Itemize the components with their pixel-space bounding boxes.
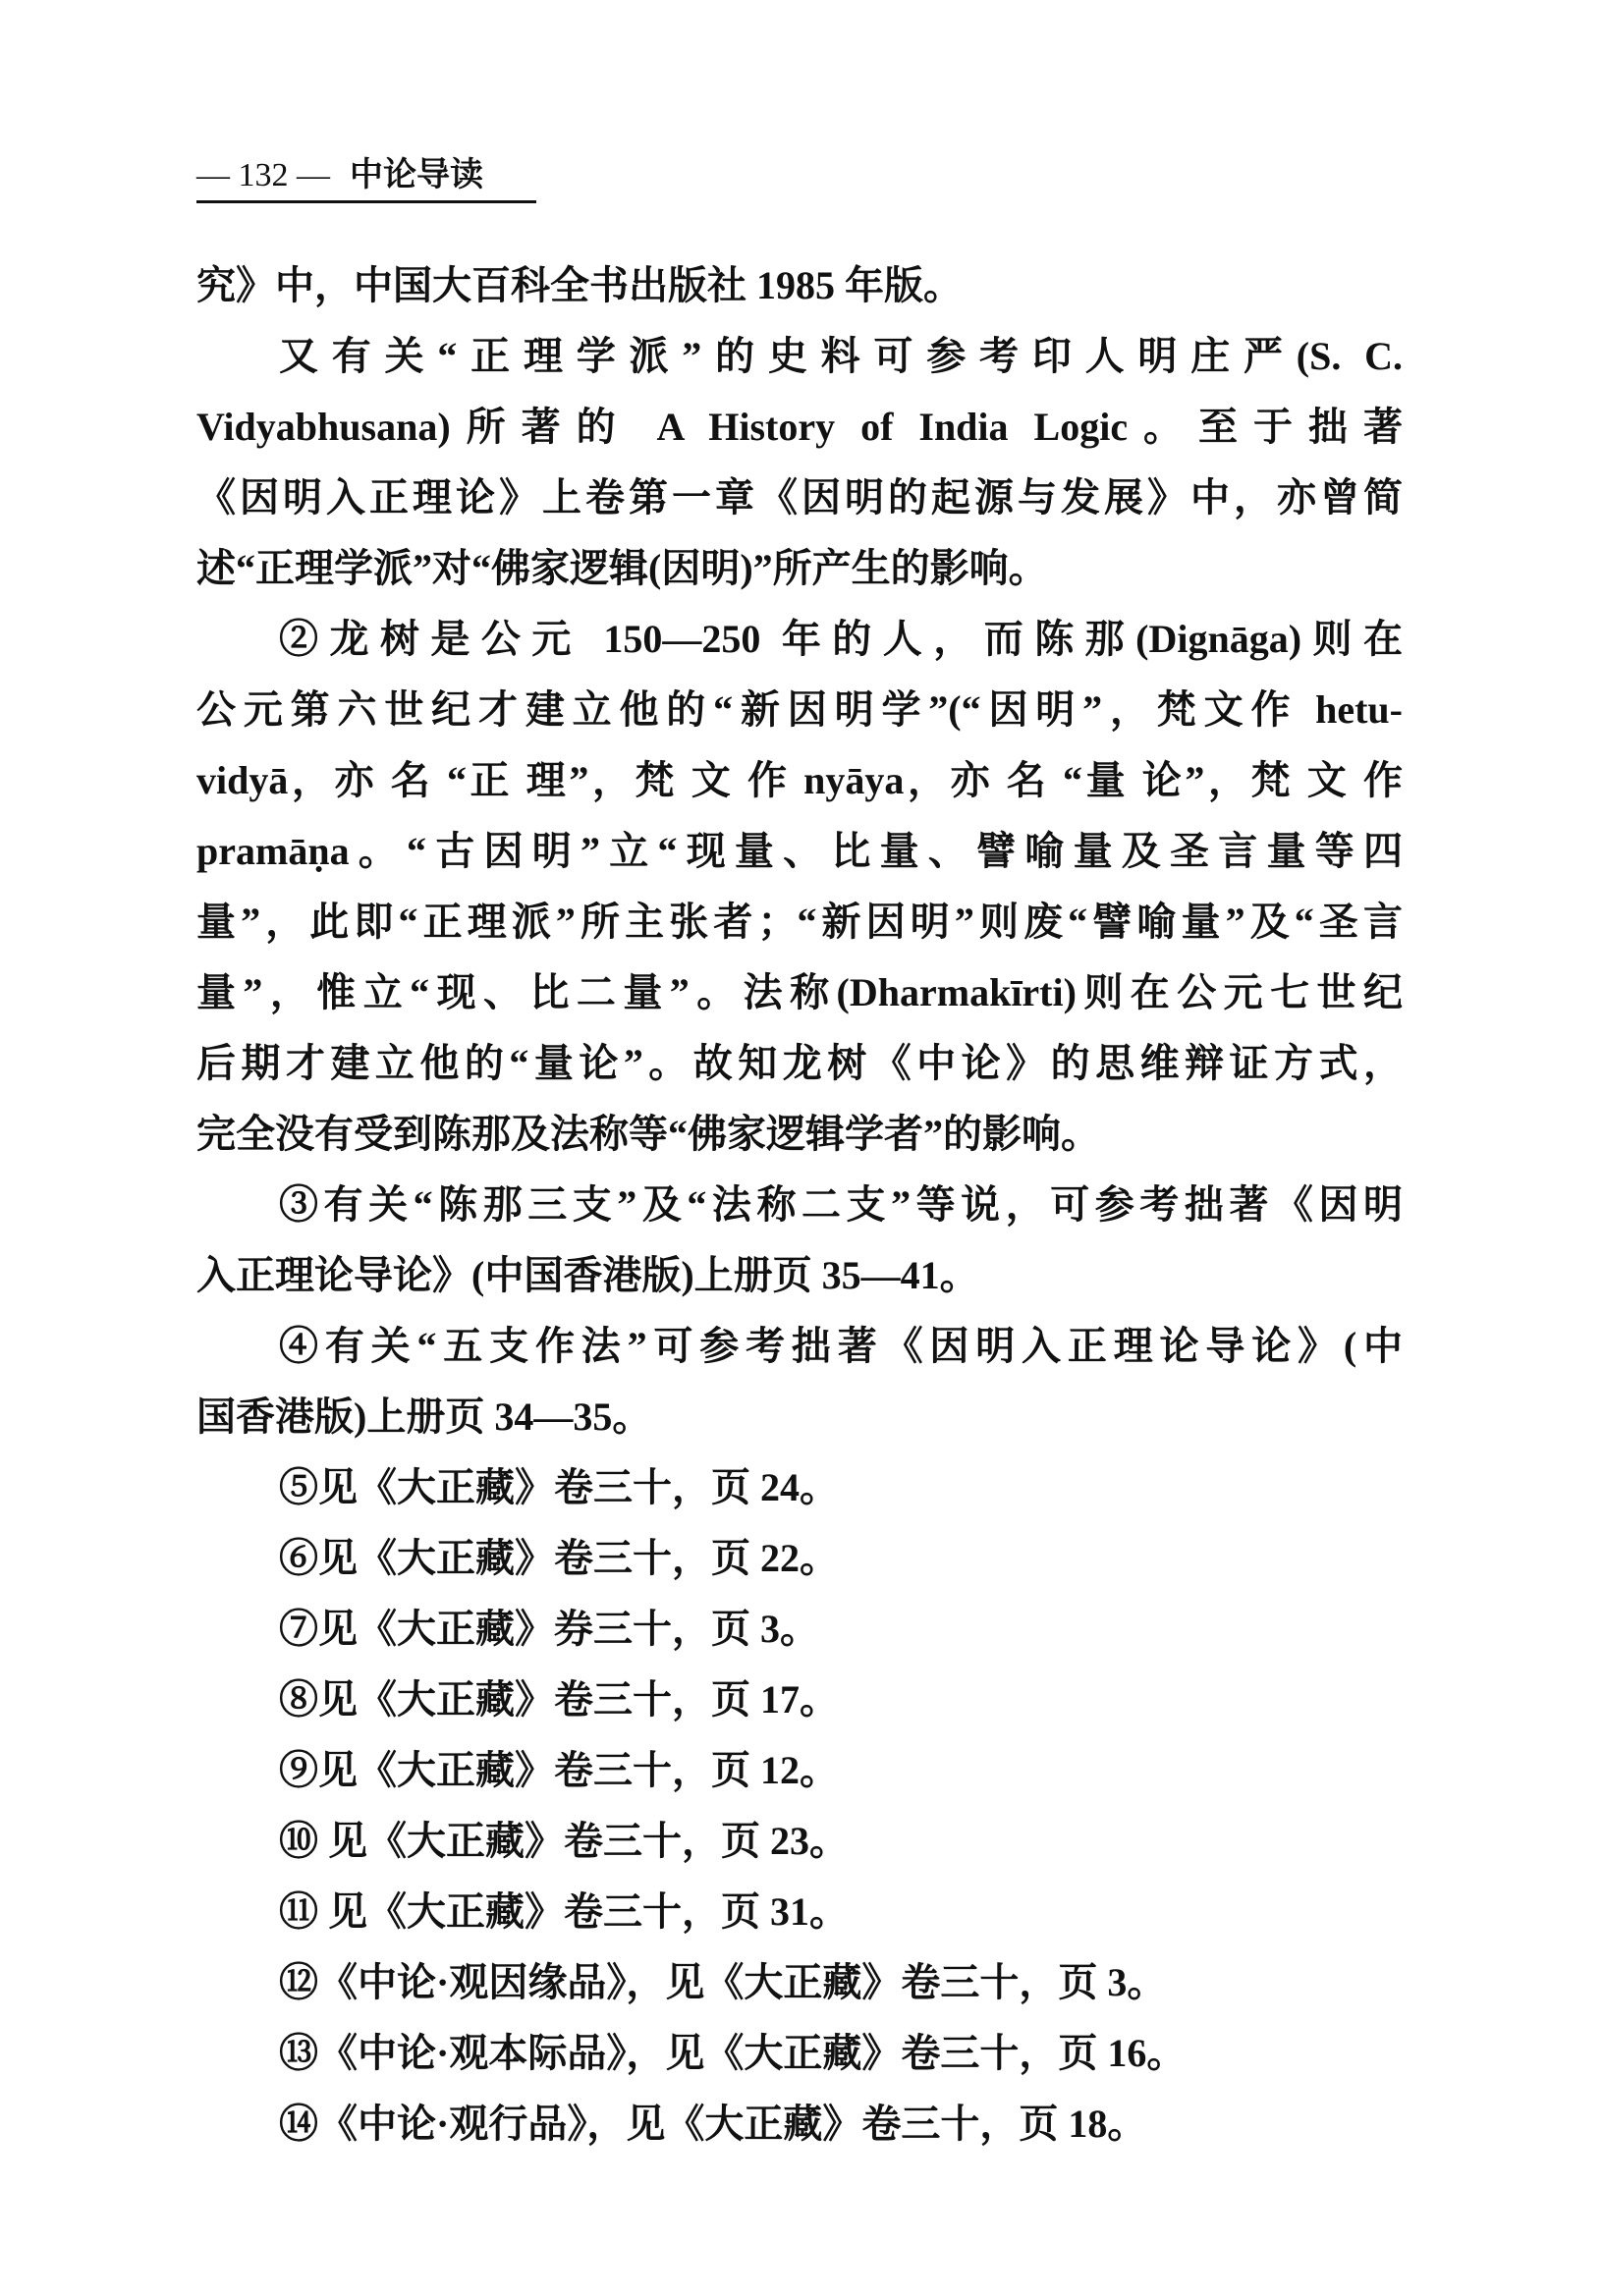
text-line: 《因明入正理论》上卷第一章《因明的起源与发展》中，亦曾简 (196, 475, 1403, 519)
text-line: 后期才建立他的“量论”。故知龙树《中论》的思维辩证方式， (196, 1041, 1403, 1085)
text-line: ⑪ 见《大正藏》卷三十，页 31。 (279, 1889, 849, 1934)
text-line: ④有关“五支作法”可参考拙著《因明入正理论导论》(中 (279, 1324, 1403, 1368)
text-line: Vidyabhusana)所著的 A History of India Logic。至于拙著 (196, 405, 1403, 449)
text-line: 究》中，中国大百科全书出版社 1985 年版。 (196, 263, 963, 307)
text-line: ⑫《中论·观因缘品》，见《大正藏》卷三十，页 3。 (279, 1960, 1167, 2004)
page-body (196, 250, 1403, 2159)
text-line: 入正理论导论》(中国香港版)上册页 35—41。 (196, 1253, 979, 1297)
text-line: pramāṇa。“古因明”立“现量、比量、譬喻量及圣言量等四 (196, 829, 1403, 873)
text-line: 又有关“正理学派”的史料可参考印人明庄严(S. C. (279, 334, 1403, 378)
running-header (196, 149, 536, 203)
text-line: 国香港版)上册页 34—35。 (196, 1394, 652, 1439)
text-line: 公元第六世纪才建立他的“新因明学”(“因明”，梵文作 hetu- (196, 687, 1403, 732)
text-line: ⑦见《大正藏》券三十，页 3。 (279, 1607, 819, 1651)
book-title: 中论导读 (350, 155, 483, 194)
text-line: ⑬《中论·观本际品》，见《大正藏》卷三十，页 16。 (279, 2031, 1187, 2075)
text-line: 述“正理学派”对“佛家逻辑(因明)”所产生的影响。 (196, 546, 1048, 590)
text-line: ⑩ 见《大正藏》卷三十，页 23。 (279, 1819, 849, 1863)
text-line: ⑭《中论·观行品》，见《大正藏》卷三十，页 18。 (279, 2102, 1147, 2146)
text-line: ③有关“陈那三支”及“法称二支”等说，可参考拙著《因明 (279, 1182, 1403, 1227)
text-line: 量”，惟立“现、比二量”。法称(Dharmakīrti)则在公元七世纪 (196, 970, 1403, 1014)
text-line: ⑤见《大正藏》卷三十，页 24。 (279, 1465, 839, 1509)
page-number: — 132 — (196, 157, 330, 193)
text-line: 量”，此即“正理派”所主张者；“新因明”则废“譬喻量”及“圣言 (196, 900, 1403, 944)
text-line: ②龙树是公元 150—250 年的人，而陈那(Dignāga)则在 (279, 617, 1403, 661)
text-line: ⑥见《大正藏》卷三十，页 22。 (279, 1536, 839, 1580)
text-line: ⑧见《大正藏》卷三十，页 17。 (279, 1677, 839, 1722)
text-line: ⑨见《大正藏》卷三十，页 12。 (279, 1748, 839, 1792)
text-line: 完全没有受到陈那及法称等“佛家逻辑学者”的影响。 (196, 1112, 1100, 1156)
text-line: vidyā，亦 名 “正 理”，梵 文 作 nyāya，亦 名 “量 论”，梵 文 作 (196, 758, 1403, 802)
